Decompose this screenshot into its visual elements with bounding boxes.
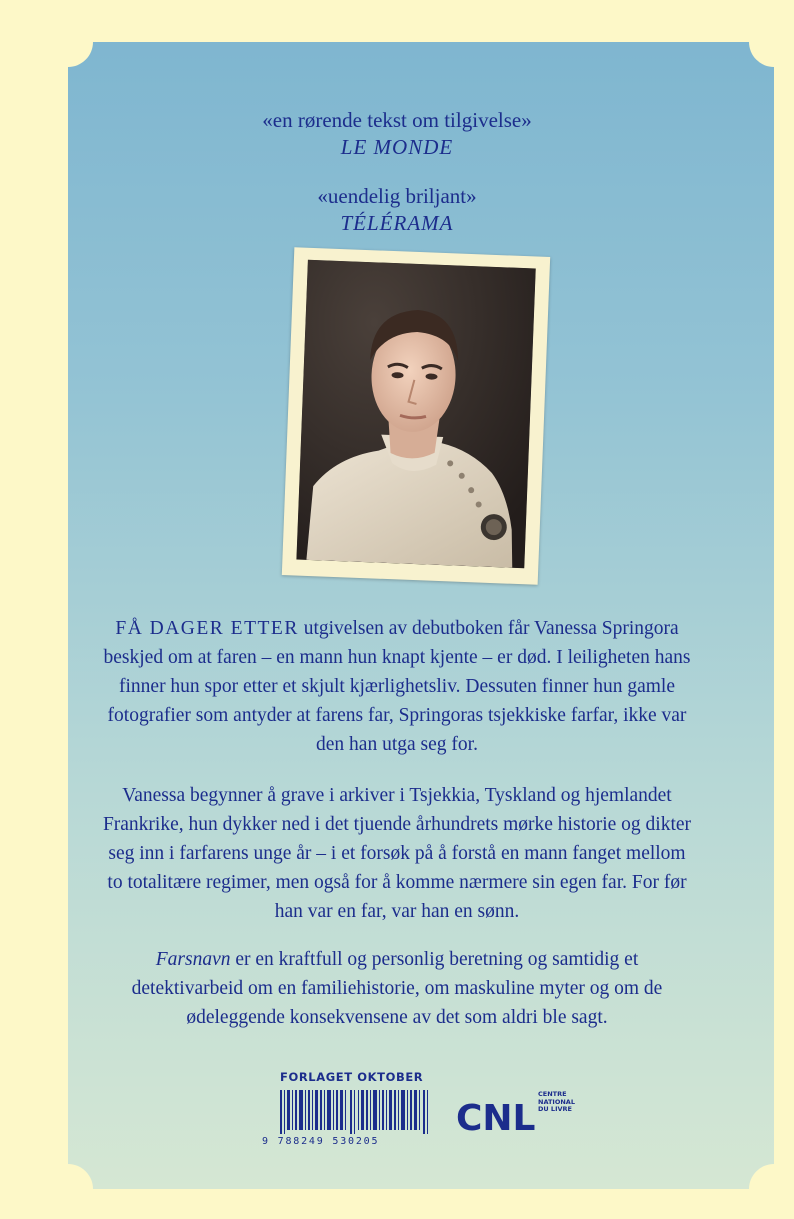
blurb-text: er en kraftfull og personlig beretning og samtidig et detektivarbeid om en familiehistorie, om maskuline myter og om de ødeleggende konsekvensene av det som aldri ble sagt.: [131, 949, 663, 1028]
ticket-notch: [43, 17, 93, 67]
blurb-paragraph-3: [100, 945, 694, 1032]
blurb-text: Vanessa begynner å grave i arkiver i Tsjekkia, Tyskland og hjemlandet Frankrike, hun dykker ned i det tjuende århundrets mørke historie og dikter seg inn i farfarens unge år – i et forsøk på å forstå en mann fanget mellom to totalitære regimer, men også for å komme nærmere sin egen far. For før han var en far, var han en sønn.: [102, 785, 692, 922]
quote-text: «en rørende tekst om tilgivelse»: [262, 108, 532, 132]
isbn-number: 9 788249 530205: [262, 1136, 380, 1147]
quote-text: «uendelig briljant»: [317, 184, 477, 208]
blurb-lead-caps: FÅ DAGER ETTER: [115, 618, 299, 639]
review-quote-2: [0, 183, 794, 237]
blurb-paragraph-2: [100, 781, 694, 926]
cnl-line: NATIONAL: [538, 1097, 575, 1106]
blurb-paragraph-1: [100, 614, 694, 759]
cnl-logo: [456, 1086, 550, 1142]
ticket-notch: [749, 17, 794, 67]
cnl-line: CENTRE: [538, 1090, 567, 1098]
portrait-image: [296, 260, 535, 569]
book-title: Farsnavn: [155, 949, 231, 970]
cnl-logo-text: [538, 1091, 575, 1114]
vintage-photo: [282, 247, 550, 585]
blurb-text: utgivelsen av debutboken får Vanessa Springora beskjed om at faren – en mann hun knapt kjente – er død. I leiligheten hans finner hun spor etter et skjult kjærlighetsliv. Dessuten finner hun gamle fotografier som antyder at farens far, Springoras tsjekkiske farfar, ikke var den han utga seg for.: [103, 618, 691, 755]
review-quote-1: [0, 107, 794, 161]
ticket-notch: [43, 1164, 93, 1214]
quote-source: LE MONDE: [340, 135, 454, 159]
isbn-barcode: [280, 1090, 432, 1134]
cnl-line: DU LIVRE: [538, 1105, 572, 1113]
cnl-logo-mark: CNL: [456, 1098, 536, 1139]
quote-source: TÉLÉRAMA: [340, 211, 454, 235]
publisher-name: FORLAGET OKTOBER: [280, 1070, 424, 1084]
ticket-notch: [749, 1164, 794, 1214]
